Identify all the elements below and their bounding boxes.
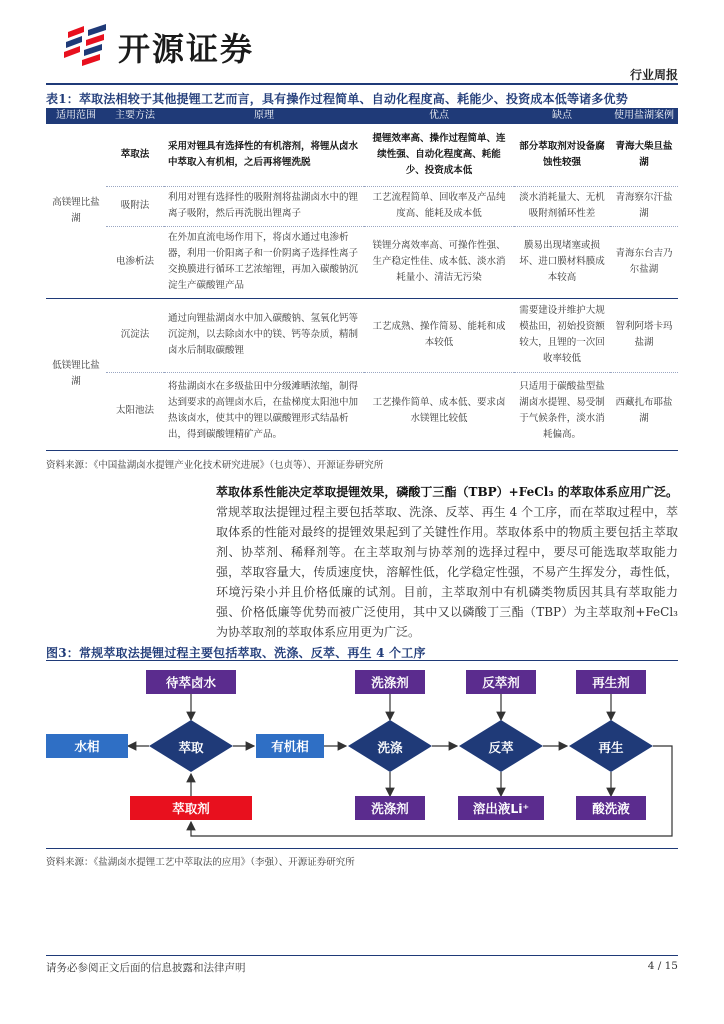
box-extractant: 萃取剂 — [130, 796, 252, 820]
figure-source: 资料来源：《盐湖卤水提锂工艺中萃取法的应用》（李强）、开源证券研究所 — [46, 857, 355, 868]
row-cons: 淡水消耗量大、无机吸附剂循环性差 — [514, 186, 610, 226]
figure-bottom-rule — [46, 848, 678, 849]
row-method: 吸附法 — [106, 186, 164, 226]
box-washing-agent: 洗涤剂 — [355, 670, 425, 694]
box-organic-phase: 有机相 — [256, 734, 324, 758]
page-number: 4 / 15 — [647, 960, 678, 972]
row-cons: 膜易出现堵塞或损坏、进口膜材料膜成本较高 — [514, 226, 610, 298]
table-title: 表1：萃取法相较于其他提锂工艺而言，具有操作过程简单、自动化程度高、耗能少、投资成本低等诸多优势 — [46, 92, 628, 106]
step-extraction: 萃取 — [178, 740, 204, 755]
report-category: 行业周报 — [629, 68, 678, 82]
table-header-row — [46, 108, 678, 124]
box-wash-liquid: 洗涤剂 — [355, 796, 425, 820]
row-pros: 提锂效率高、操作过程简单、连续性强、自动化程度高、耗能少、投资成本低 — [364, 124, 514, 186]
row-case: 西藏扎布耶盐湖 — [610, 372, 678, 450]
footer-disclaimer: 请务必参阅正文后面的信息披露和法律声明 — [46, 962, 246, 974]
row-method: 萃取法 — [106, 124, 164, 186]
box-li-solution: 溶出液Li⁺ — [458, 796, 544, 820]
brand-name: 开源证券 — [118, 30, 255, 68]
table-row — [46, 186, 678, 226]
table-row — [46, 226, 678, 298]
box-feed-brine: 待萃卤水 — [146, 670, 236, 694]
box-aqueous-phase: 水相 — [46, 734, 128, 758]
footer-rule — [46, 955, 678, 956]
figure-title: 图3：常规萃取法提锂过程主要包括萃取、洗涤、反萃、再生 4 个工序 — [46, 646, 426, 660]
header-method: 主要方法 — [106, 108, 164, 124]
header-case: 使用盐湖案例 — [610, 108, 678, 124]
step-washing: 洗涤 — [377, 740, 403, 755]
table-row — [46, 372, 678, 450]
box-stripping-agent: 反萃剂 — [466, 670, 536, 694]
row-method: 电渗析法 — [106, 226, 164, 298]
header-cons: 缺点 — [514, 108, 610, 124]
row-pros: 镁锂分离效率高、可操作性强、生产稳定性佳、成本低、淡水消耗量小、清洁无污染 — [364, 226, 514, 298]
row-case: 青海东台吉乃尔盐湖 — [610, 226, 678, 298]
table-row — [46, 124, 678, 186]
row-method: 太阳池法 — [106, 372, 164, 450]
row-cons: 只适用于碳酸盐型盐湖卤水提锂、易受制于气候条件，淡水消耗偏高。 — [514, 372, 610, 450]
brand-logo — [62, 22, 292, 66]
header-principle: 原理 — [164, 108, 364, 124]
header-scope: 适用范围 — [46, 108, 106, 124]
body-paragraph — [216, 482, 678, 642]
group-high: 高镁锂比盐湖 — [46, 124, 106, 298]
comparison-table — [46, 108, 678, 451]
paragraph-body: 常规萃取法提锂过程主要包括萃取、洗涤、反萃、再生 4 个工序，而在萃取过程中，萃取体系的性能对最终的提锂效果起到了关键性作用。萃取体系中的物质主要包括主萃取剂、协萃剂、稀释剂等。在主萃取剂与协萃剂的选择过程中，要尽可能选取萃取能力强，萃取容量大，传质速度快，溶解性低，化学稳定性强，不易产生挥发分，毒性低，环境污染小并且价格低廉的试剂。目前，主萃取剂中有机磷类物质因其具有萃取能力强、价格低廉等优势而被广泛使用，其中又以磷酸丁三酯（TBP）为主萃取剂+FeCl₃为协萃取剂的萃取体系应用更为广泛。 — [216, 505, 678, 639]
figure-title-rule — [46, 660, 678, 661]
table-row — [46, 298, 678, 372]
header-rule — [46, 83, 678, 85]
row-pros: 工艺流程简单、回收率及产品纯度高、能耗及成本低 — [364, 186, 514, 226]
header-pros: 优点 — [364, 108, 514, 124]
row-principle: 采用对锂具有选择性的有机溶剂，将锂从卤水中萃取入有机相，之后再将锂洗脱 — [164, 124, 364, 186]
step-stripping: 反萃 — [488, 740, 514, 755]
row-cons: 部分萃取剂对设备腐蚀性较强 — [514, 124, 610, 186]
paragraph-lead: 萃取体系性能决定萃取提锂效果，磷酸丁三酯（TBP）+FeCl₃ 的萃取体系应用广泛。 — [216, 485, 678, 499]
row-case: 青海察尔汗盐湖 — [610, 186, 678, 226]
box-acid-wash: 酸洗液 — [576, 796, 646, 820]
process-diagram — [46, 662, 678, 842]
row-principle: 通过向锂盐湖卤水中加入碳酸钠、氢氧化钙等沉淀剂，以去除卤水中的镁、钙等杂质，精制卤水后制取碳酸锂 — [164, 298, 364, 372]
row-pros: 工艺成熟、操作简易、能耗和成本较低 — [364, 298, 514, 372]
row-method: 沉淀法 — [106, 298, 164, 372]
row-principle: 在外加直流电场作用下，将卤水通过电渗析器，利用一价阳离子和一价阴离子选择性离子交换膜进行循环工艺浓缩锂，再加入碳酸钠沉淀生产碳酸锂产品 — [164, 226, 364, 298]
row-case: 青海大柴旦盐湖 — [610, 124, 678, 186]
row-pros: 工艺操作简单、成本低、要求卤水镁锂比较低 — [364, 372, 514, 450]
step-regeneration: 再生 — [598, 740, 624, 755]
row-principle: 将盐湖卤水在多级盐田中分级滩晒浓缩，制得达到要求的高锂卤水后，在盐梯度太阳池中加热该卤水，使其中的锂以碳酸锂形式结晶析出，得到碳酸锂精矿产品。 — [164, 372, 364, 450]
row-principle: 利用对锂有选择性的吸附剂将盐湖卤水中的锂离子吸附，然后再洗脱出锂离子 — [164, 186, 364, 226]
table-source: 资料来源：《中国盐湖卤水提锂产业化技术研究进展》（乜贞等）、开源证券研究所 — [46, 460, 384, 471]
box-regeneration-agent: 再生剂 — [576, 670, 646, 694]
group-low: 低镁锂比盐湖 — [46, 298, 106, 450]
row-cons: 需要建设并维护大规模盐田，初始投资额较大，且锂的一次回收率较低 — [514, 298, 610, 372]
brand-mark-icon — [62, 22, 114, 66]
row-case: 智利阿塔卡玛盐湖 — [610, 298, 678, 372]
